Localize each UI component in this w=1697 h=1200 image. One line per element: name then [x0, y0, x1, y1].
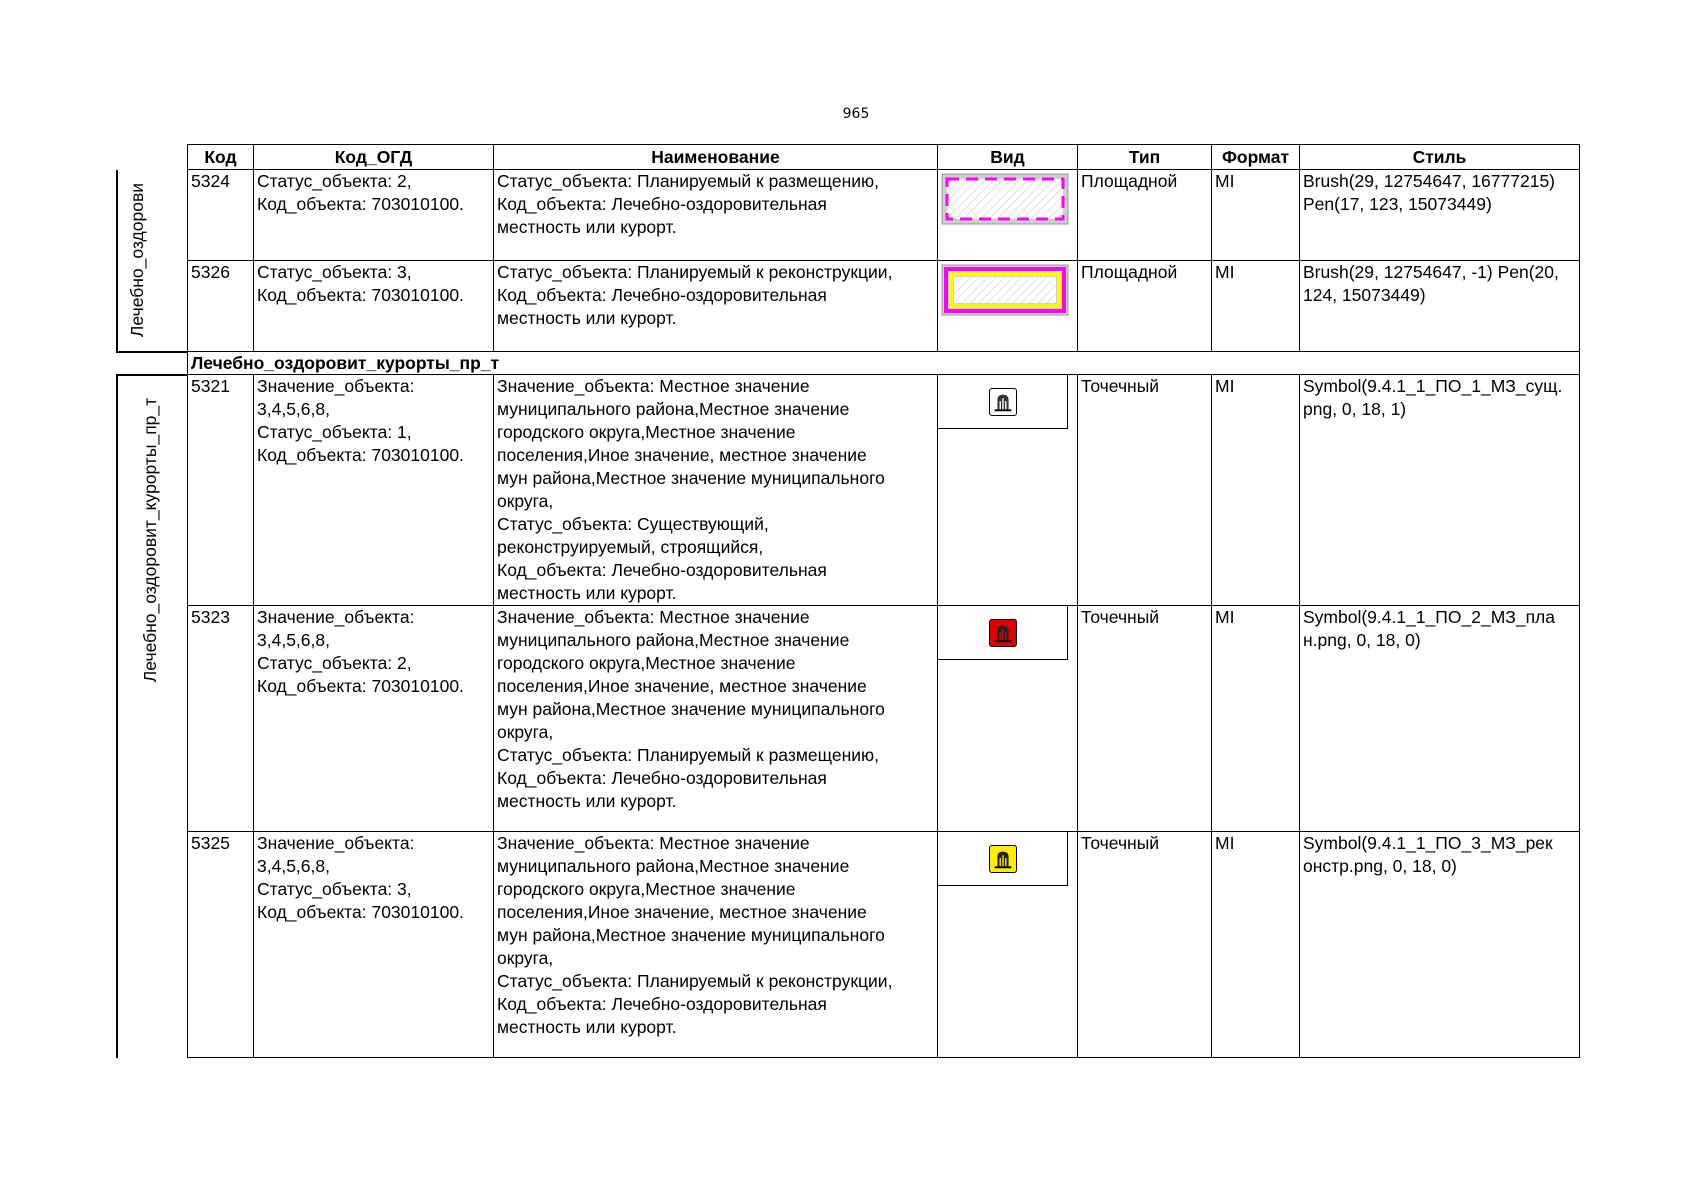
group2-label: Лечебно_оздоровит_курорты_пр_т: [140, 397, 160, 683]
name-cell: Значение_объекта: Местное значение муниципального района,Местное значение городского округа,Местное значение поселения,Иное значение, местное значение мун района,Местное значение муниципального округа, Статус_объекта: Существующий, реконструируемый, строящийся, Код_объекта: Лечебно-оздоровительная местность или курорт.: [494, 375, 938, 606]
style-cell: Brush(29, 12754647, 16777215) Pen(17, 123, 15073449): [1300, 170, 1580, 261]
style-cell: Symbol(9.4.1_1_ПО_1_МЗ_сущ. png, 0, 18, 1): [1300, 375, 1580, 606]
ogd-cell: Статус_объекта: 3, Код_объекта: 703010100.: [254, 261, 494, 352]
name-cell: Статус_объекта: Планируемый к реконструкции, Код_объекта: Лечебно-оздоровительная местность или курорт.: [494, 261, 938, 352]
table-row: [188, 375, 1580, 606]
type-cell: Точечный: [1078, 375, 1212, 606]
style-cell: Symbol(9.4.1_1_ПО_2_МЗ_пла н.png, 0, 18, 0): [1300, 606, 1580, 832]
type-cell: Площадной: [1078, 170, 1212, 261]
header-ogd-code: Код_ОГД: [254, 145, 494, 170]
view-cell: [938, 261, 1078, 352]
code-cell: 5324: [188, 170, 254, 261]
ogd-cell: Значение_объекта: 3,4,5,6,8, Статус_объекта: 3, Код_объекта: 703010100.: [254, 832, 494, 1058]
name-cell: Значение_объекта: Местное значение муниципального района,Местное значение городского округа,Местное значение поселения,Иное значение, местное значение мун района,Местное значение муниципального округа, Статус_объекта: Планируемый к реконструкции, Код_объекта: Лечебно-оздоровительная местность или курорт.: [494, 832, 938, 1058]
symbol-frame: [938, 832, 1068, 886]
style-cell: Symbol(9.4.1_1_ПО_3_МЗ_рек онстр.png, 0, 18, 0): [1300, 832, 1580, 1058]
type-cell: Точечный: [1078, 606, 1212, 832]
type-cell: Точечный: [1078, 832, 1212, 1058]
view-cell: [938, 170, 1078, 261]
symbol-frame: [938, 606, 1068, 660]
format-cell: MI: [1212, 261, 1300, 352]
section-title: Лечебно_оздоровит_курорты_пр_т: [188, 352, 1580, 375]
header-format: Формат: [1212, 145, 1300, 170]
code-cell: 5325: [188, 832, 254, 1058]
view-cell: [938, 606, 1078, 832]
ogd-cell: Статус_объекта: 2, Код_объекта: 703010100.: [254, 170, 494, 261]
group1-left-border: [116, 170, 118, 352]
code-cell: 5326: [188, 261, 254, 352]
code-cell: 5323: [188, 606, 254, 832]
format-cell: MI: [1212, 832, 1300, 1058]
resort-symbol-white-icon: [989, 388, 1017, 416]
header-name: Наименование: [494, 145, 938, 170]
code-cell: 5321: [188, 375, 254, 606]
header-view: Вид: [938, 145, 1078, 170]
type-cell: Площадной: [1078, 261, 1212, 352]
view-cell: [938, 375, 1078, 606]
ogd-cell: Значение_объекта: 3,4,5,6,8, Статус_объекта: 2, Код_объекта: 703010100.: [254, 606, 494, 832]
style-cell: Brush(29, 12754647, -1) Pen(20, 124, 15073449): [1300, 261, 1580, 352]
header-code: Код: [188, 145, 254, 170]
ogd-cell: Значение_объекта: 3,4,5,6,8, Статус_объекта: 1, Код_объекта: 703010100.: [254, 375, 494, 606]
resort-symbol-yellow-icon: [989, 845, 1017, 873]
symbol-frame: [938, 375, 1068, 429]
area-swatch-magenta-yellow-icon: [941, 264, 1069, 316]
table-header-row: [188, 145, 1580, 170]
area-swatch-dashed-magenta-icon: [941, 173, 1069, 225]
section-title-row: [188, 352, 1580, 375]
header-style: Стиль: [1300, 145, 1580, 170]
page-number: 965: [842, 106, 870, 122]
group1-label: Лечебно_оздорови: [127, 182, 147, 338]
view-cell: [938, 832, 1078, 1058]
table-row: [188, 832, 1580, 1058]
resort-symbol-red-icon: [989, 619, 1017, 647]
name-cell: Значение_объекта: Местное значение муниципального района,Местное значение городского округа,Местное значение поселения,Иное значение, местное значение мун района,Местное значение муниципального округа, Статус_объекта: Планируемый к размещению, Код_объекта: Лечебно-оздоровительная местность или курорт.: [494, 606, 938, 832]
format-cell: MI: [1212, 375, 1300, 606]
format-cell: MI: [1212, 606, 1300, 832]
header-type: Тип: [1078, 145, 1212, 170]
table-row: [188, 606, 1580, 832]
styles-table: [187, 144, 1580, 1058]
table-row: [188, 170, 1580, 261]
table-row: [188, 261, 1580, 352]
format-cell: MI: [1212, 170, 1300, 261]
group2-left-border: [116, 374, 118, 1058]
name-cell: Статус_объекта: Планируемый к размещению, Код_объекта: Лечебно-оздоровительная местность или курорт.: [494, 170, 938, 261]
